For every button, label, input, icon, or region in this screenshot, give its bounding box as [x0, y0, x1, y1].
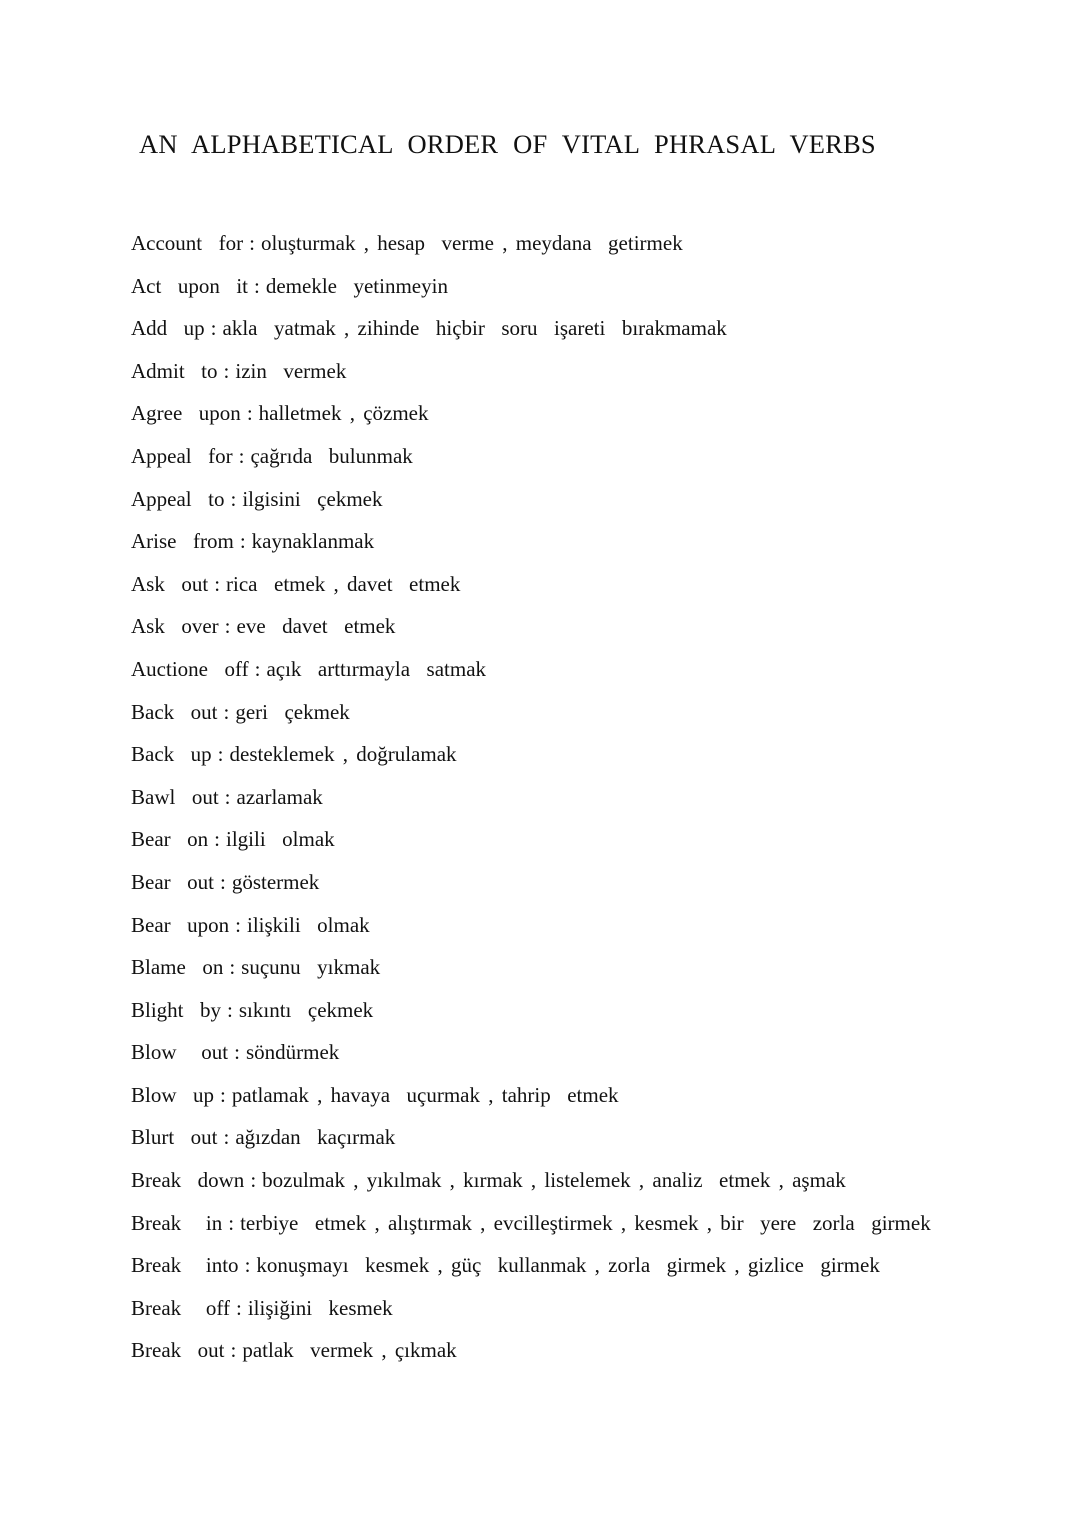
separator-colon: :: [230, 486, 237, 511]
separator-colon: :: [235, 912, 241, 937]
meaning: ağızdan kaçırmak: [235, 1125, 396, 1150]
separator-colon: :: [234, 1040, 240, 1065]
meaning: ilgili olmak: [226, 827, 335, 852]
meaning: çağrıda bulunmak: [250, 443, 413, 468]
meaning: ilişkili olmak: [247, 912, 370, 937]
separator-colon: :: [220, 1082, 226, 1107]
separator-colon: :: [227, 997, 233, 1022]
list-item: [131, 911, 931, 954]
meaning: kaynaklanmak: [251, 529, 375, 554]
separator-colon: :: [230, 1338, 237, 1363]
list-item: [131, 1251, 931, 1294]
separator-colon: :: [210, 316, 217, 341]
list-item: [131, 229, 931, 272]
separator-colon: :: [214, 571, 221, 596]
list-item: [131, 996, 931, 1039]
meaning: azarlamak: [236, 784, 323, 809]
phrasal-verb: Appeal for: [131, 443, 233, 468]
list-item: [131, 698, 931, 741]
list-item: [131, 825, 931, 868]
separator-colon: :: [223, 358, 230, 383]
separator-colon: :: [244, 1253, 251, 1278]
list-item: [131, 485, 931, 528]
list-item: [131, 570, 931, 613]
phrasal-verb: Back up: [131, 742, 212, 767]
phrasal-verb: Blame on: [131, 955, 224, 980]
phrasal-verb: Blurt out: [131, 1125, 218, 1150]
list-item: [131, 612, 931, 655]
meaning: terbiye etmek , alıştırmak , evcilleştirmek , kesmek , bir yere zorla girmek: [240, 1210, 931, 1235]
list-item: [131, 655, 931, 698]
phrasal-verb: Back out: [131, 699, 218, 724]
list-item: [131, 953, 931, 996]
phrasal-verb: Blow up: [131, 1082, 215, 1107]
page-title: AN ALPHABETICAL ORDER OF VITAL PHRASAL VERBS: [139, 129, 876, 159]
phrasal-verb: Ask out: [131, 571, 209, 596]
phrasal-verb-list: [131, 229, 931, 1379]
meaning: konuşmayı kesmek , güç kullanmak , zorla girmek , gizlice girmek: [256, 1253, 880, 1278]
separator-colon: :: [229, 955, 236, 980]
phrasal-verb: Break out: [131, 1338, 225, 1363]
separator-colon: :: [236, 1295, 242, 1320]
meaning: desteklemek , doğrulamak: [229, 742, 457, 767]
meaning: bozulmak , yıkılmak , kırmak , listelemek , analiz etmek , aşmak: [262, 1168, 846, 1193]
meaning: patlak vermek , çıkmak: [242, 1338, 457, 1363]
phrasal-verb: Appeal to: [131, 486, 225, 511]
separator-colon: :: [246, 401, 253, 426]
list-item: [131, 314, 931, 357]
meaning: oluşturmak , hesap verme , meydana getirmek: [260, 231, 683, 255]
phrasal-verb: Bear on: [131, 827, 209, 852]
phrasal-verb: Break down: [131, 1168, 245, 1193]
separator-colon: :: [224, 614, 231, 639]
meaning: ilgisini çekmek: [242, 486, 383, 511]
meaning: rica etmek , davet etmek: [226, 571, 461, 596]
list-item: [131, 1336, 931, 1379]
separator-colon: :: [249, 231, 255, 255]
phrasal-verb: Break in: [131, 1210, 223, 1235]
list-item: [131, 1038, 931, 1081]
list-item: [131, 1123, 931, 1166]
meaning: suçunu yıkmak: [241, 955, 381, 980]
meaning: sıkıntı çekmek: [238, 997, 374, 1022]
phrasal-verb: Blow out: [131, 1040, 229, 1065]
separator-colon: :: [228, 1210, 235, 1235]
separator-colon: :: [217, 742, 224, 767]
separator-colon: :: [250, 1168, 257, 1193]
phrasal-verb: Account for: [131, 231, 244, 255]
list-item: [131, 1166, 931, 1209]
list-item: [131, 399, 931, 442]
meaning: izin vermek: [235, 358, 347, 383]
separator-colon: :: [223, 699, 230, 724]
phrasal-verb: Act upon it: [131, 273, 248, 298]
list-item: [131, 1209, 931, 1252]
meaning: açık arttırmayla satmak: [266, 656, 487, 681]
meaning: demekle yetinmeyin: [265, 273, 448, 298]
list-item: [131, 272, 931, 315]
meaning: söndürmek: [245, 1040, 340, 1065]
meaning: göstermek: [231, 869, 320, 894]
meaning: ilişiğini kesmek: [247, 1295, 393, 1320]
phrasal-verb: Blight by: [131, 997, 222, 1022]
phrasal-verb: Ask over: [131, 614, 219, 639]
phrasal-verb: Bear out: [131, 869, 214, 894]
separator-colon: :: [254, 656, 261, 681]
phrasal-verb: Break into: [131, 1253, 239, 1278]
list-item: [131, 1294, 931, 1337]
separator-colon: :: [219, 869, 226, 894]
separator-colon: :: [214, 827, 220, 852]
list-item: [131, 527, 931, 570]
meaning: akla yatmak , zihinde hiçbir soru işareti bırakmamak: [222, 316, 727, 341]
list-item: [131, 868, 931, 911]
list-item: [131, 442, 931, 485]
phrasal-verb: Admit to: [131, 358, 218, 383]
phrasal-verb: Bear upon: [131, 912, 230, 937]
list-item: [131, 783, 931, 826]
list-item: [131, 1081, 931, 1124]
phrasal-verb: Auctione off: [131, 656, 249, 681]
list-item: [131, 357, 931, 400]
list-item: [131, 740, 931, 783]
separator-colon: :: [254, 273, 260, 298]
separator-colon: :: [239, 529, 246, 554]
phrasal-verb: Break off: [131, 1295, 230, 1320]
meaning: halletmek , çözmek: [258, 401, 429, 426]
phrasal-verb: Arise from: [131, 529, 234, 554]
phrasal-verb: Agree upon: [131, 401, 241, 426]
separator-colon: :: [224, 784, 231, 809]
meaning: eve davet etmek: [236, 614, 396, 639]
separator-colon: :: [238, 443, 245, 468]
phrasal-verb: Add up: [131, 316, 205, 341]
separator-colon: :: [223, 1125, 230, 1150]
meaning: patlamak , havaya uçurmak , tahrip etmek: [231, 1082, 619, 1107]
meaning: geri çekmek: [235, 699, 350, 724]
phrasal-verb: Bawl out: [131, 784, 219, 809]
